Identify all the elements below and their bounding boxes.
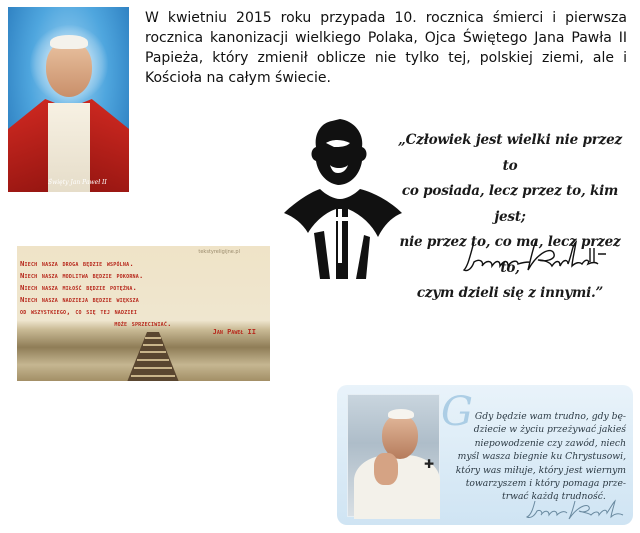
card-line: który was miłuje, który jest wiernym: [455, 464, 626, 476]
card-text: [446, 410, 626, 504]
card-line: Gdy będzie wam trudno, gdy bę-: [474, 411, 626, 422]
quote-card: [337, 385, 633, 525]
banner-line: Niech nasza nadzieja będzie większa: [20, 295, 139, 304]
praying-pope-photo: [347, 394, 440, 517]
portrait-signature: Święty Jan Paweł II: [48, 179, 107, 186]
quote-line: nie przez to, co ma, lecz przez to,: [399, 234, 621, 276]
pope-portrait-image: [8, 7, 129, 192]
card-line: dziecie w życiu przeżywać jakieś: [473, 424, 626, 436]
banner-line: Niech nasza miłość będzie potężna.: [20, 283, 138, 292]
quote-line: „Człowiek jest wielki nie przez to: [398, 132, 622, 174]
wooden-stairs-icon: [123, 332, 183, 381]
card-line: myśl wasza biegnie ku Chrystusowi,: [457, 451, 626, 463]
zucchetto-cap: [50, 35, 88, 49]
quote-block: [390, 128, 630, 307]
quote-line: czym dzieli się z innymi.”: [416, 285, 604, 301]
pope-silhouette-image: [280, 113, 404, 279]
card-line: trwać każdą trudność.: [502, 491, 606, 503]
handwritten-signature: [460, 232, 610, 278]
banner-line: Niech nasza droga będzie wspólna.: [20, 259, 134, 268]
praying-hands: [374, 453, 398, 485]
beach-quote-banner: [17, 246, 270, 381]
pectoral-cross-icon: ✚: [424, 457, 435, 471]
intro-paragraph: W kwietniu 2015 roku przypada 10. rocznica śmierci i pierwsza rocznica kanonizacji wielkiego Polaka, Ojca Świętego Jana Pawła II Papieża, który zmienił oblicze nie tylko tej, polskiej ziemi, ale i Kościoła na całym świecie.: [145, 10, 627, 86]
banner-line: od wszystkiego, co się tej nadziei: [20, 307, 138, 316]
quote-line: co posiada, lecz przez to, kim jest;: [401, 183, 619, 225]
banner-line: Niech nasza modlitwa będzie pokorna.: [20, 271, 144, 280]
face: [46, 41, 92, 97]
card-signature: [525, 497, 625, 521]
banner-author: Jan Paweł II: [212, 328, 256, 336]
card-line: niepowodzenie czy zawód, niech: [474, 437, 626, 449]
card-line: towarzyszem i który pomaga prze-: [465, 478, 626, 490]
banner-text: [20, 258, 266, 330]
decorative-initial: G: [441, 389, 473, 435]
watermark: tekstyreligijne.pl: [198, 249, 240, 255]
zucchetto-cap: [388, 409, 414, 419]
banner-line: może sprzeciwiać.: [114, 319, 172, 328]
